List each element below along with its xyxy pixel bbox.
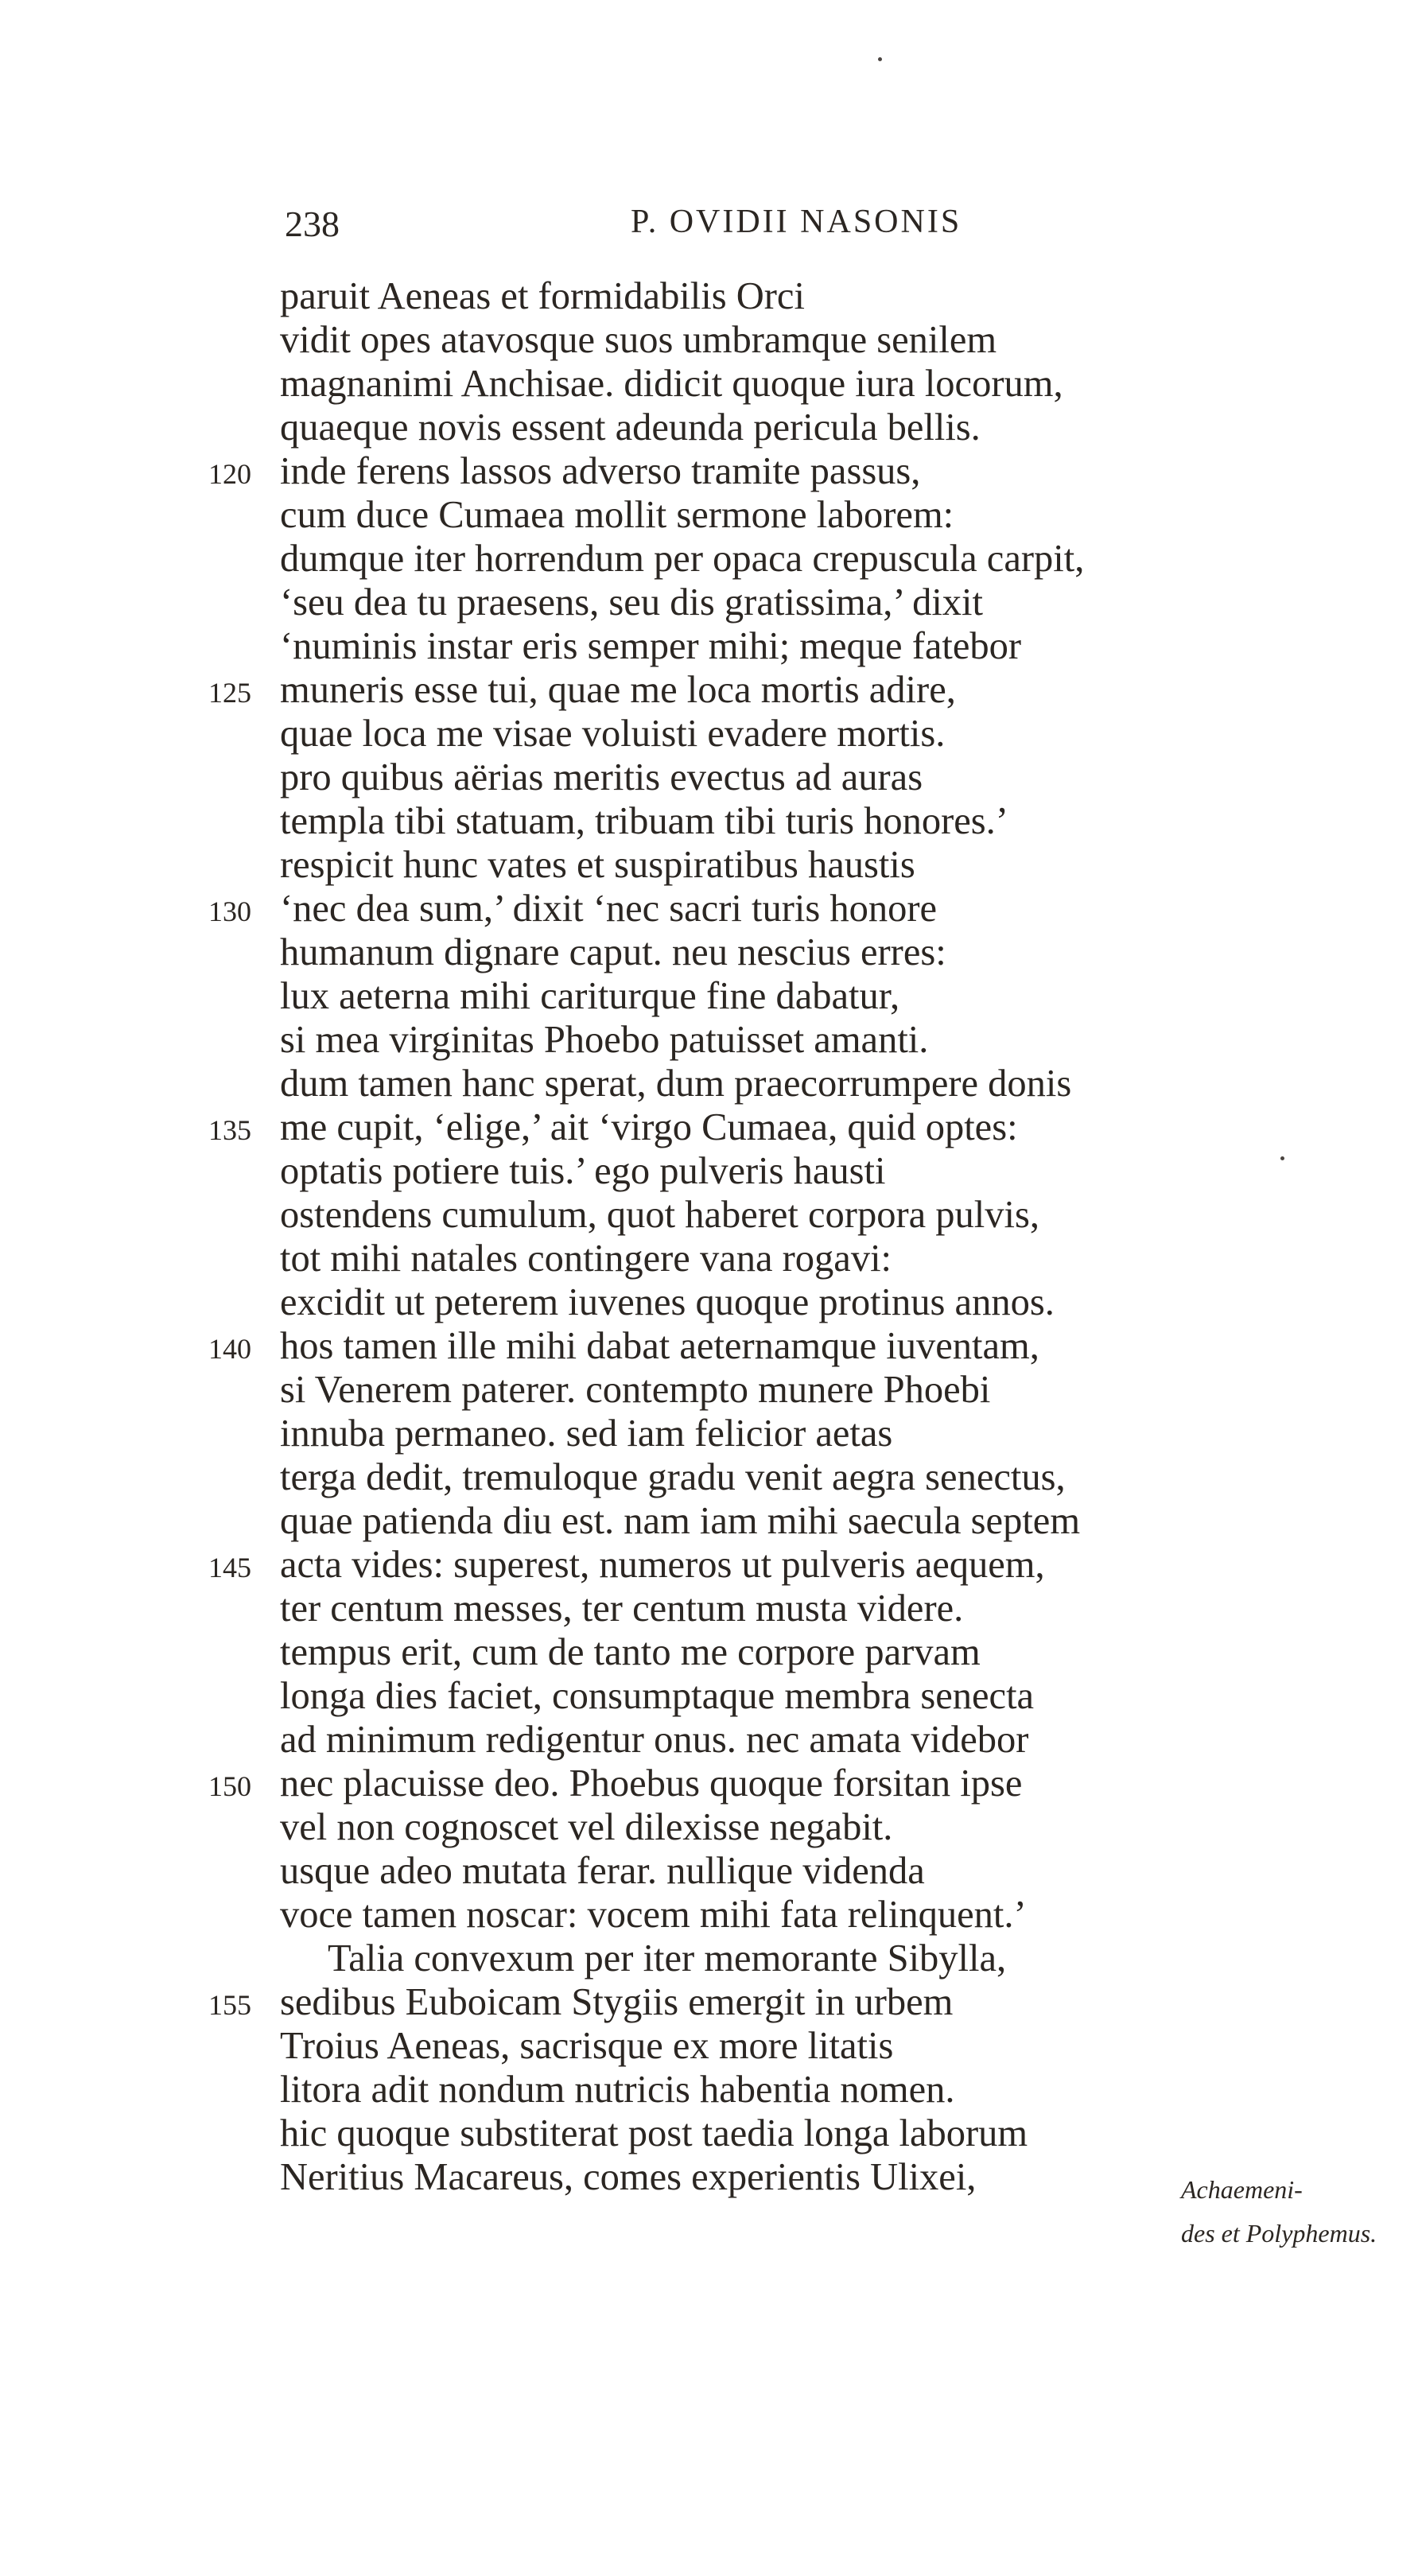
verse-text: dumque iter horrendum per opaca crepuscula carpit, [280,538,1085,580]
verse-text: quae patienda diu est. nam iam mihi saecula septem [280,1500,1081,1542]
print-speck [878,57,882,61]
verse-text: innuba permaneo. sed iam felicior aetas [280,1412,893,1455]
verse-text: lux aeterna mihi cariturque fine dabatur, [280,975,900,1017]
line-number: 140 [208,1333,251,1365]
verse-text: vel non cognoscet vel dilexisse negabit. [280,1806,893,1848]
line-number: 135 [208,1114,251,1146]
print-speck [1280,1156,1284,1160]
verse-text: sedibus Euboicam Stygiis emergit in urbem [280,1981,954,2023]
verse-text: cum duce Cumaea mollit sermone laborem: [280,494,954,536]
verse-text: si mea virginitas Phoebo patuisset amanti. [280,1019,929,1061]
verse-text: litora adit nondum nutricis habentia nomen. [280,2069,955,2111]
verse-line [0,493,1422,537]
verse-text: Neritius Macareus, comes experientis Ulixei, [280,2156,977,2198]
verse-line [0,1762,1422,1805]
verse-line [0,1062,1422,1105]
verse-line [0,1018,1422,1062]
verse-text: ter centum messes, ter centum musta videre. [280,1587,964,1630]
verse-text: respicit hunc vates et suspiratibus haustis [280,844,915,886]
verse-block [0,274,1422,2199]
line-number: 150 [208,1770,251,1802]
verse-text: ‘seu dea tu praesens, seu dis gratissima,’ dixit [280,581,984,624]
verse-text: vidit opes atavosque suos umbramque senilem [280,319,997,361]
marginal-note-line-2: des et Polyphemus. [1181,2219,1377,2248]
verse-line [0,974,1422,1018]
verse-text: quaeque novis essent adeunda pericula bellis. [280,406,981,449]
verse-line [0,1412,1422,1455]
verse-text: ostendens cumulum, quot haberet corpora pulvis, [280,1194,1039,1236]
verse-line [0,1455,1422,1499]
verse-line [0,1280,1422,1324]
verse-line [0,1193,1422,1237]
line-number: 130 [208,896,251,927]
verse-text: terga dedit, tremuloque gradu venit aegra senectus, [280,1456,1066,1498]
verse-line [0,1368,1422,1412]
verse-line [0,1937,1422,1980]
verse-text: pro quibus aërias meritis evectus ad auras [280,756,923,798]
verse-line [0,756,1422,799]
verse-line [0,887,1422,931]
verse-line [0,1324,1422,1368]
verse-line [0,1893,1422,1937]
verse-line [0,931,1422,974]
verse-text: tempus erit, cum de tanto me corpore parvam [280,1631,981,1673]
verse-line [0,2024,1422,2068]
page-header [285,203,1016,258]
verse-text: me cupit, ‘elige,’ ait ‘virgo Cumaea, quid optes: [280,1106,1018,1148]
verse-line [0,1980,1422,2024]
verse-text: ‘numinis instar eris semper mihi; meque fatebor [280,625,1022,667]
verse-line [0,1149,1422,1193]
verse-text: dum tamen hanc sperat, dum praecorrumpere donis [280,1063,1072,1105]
verse-text: Talia convexum per iter memorante Sibylla, [328,1937,1007,1980]
verse-line [0,1674,1422,1718]
verse-line [0,318,1422,362]
verse-line [0,2112,1422,2155]
verse-text: muneris esse tui, quae me loca mortis adire, [280,669,956,711]
verse-line [0,1499,1422,1543]
verse-text: usque adeo mutata ferar. nullique videnda [280,1850,925,1892]
verse-text: ad minimum redigentur onus. nec amata videbor [280,1719,1029,1761]
verse-text: hos tamen ille mihi dabat aeternamque iuventam, [280,1325,1039,1367]
verse-text: templa tibi statuam, tribuam tibi turis honores.’ [280,800,1008,842]
verse-text: magnanimi Anchisae. didicit quoque iura locorum, [280,363,1063,405]
verse-line [0,581,1422,624]
verse-line [0,537,1422,581]
verse-line [0,1237,1422,1280]
verse-line [0,1849,1422,1893]
verse-text: optatis potiere tuis.’ ego pulveris hausti [280,1150,886,1192]
verse-line [0,624,1422,668]
line-number: 145 [208,1552,251,1583]
running-title: P. OVIDII NASONIS [631,204,962,240]
verse-line [0,712,1422,756]
verse-line [0,1718,1422,1762]
page-number: 238 [285,204,340,244]
verse-line [0,362,1422,406]
verse-text: inde ferens lassos adverso tramite passus, [280,450,921,492]
verse-text: acta vides: superest, numeros ut pulveris aequem, [280,1544,1045,1586]
verse-text: ‘nec dea sum,’ dixit ‘nec sacri turis honore [280,888,937,930]
verse-text: longa dies faciet, consumptaque membra senecta [280,1675,1035,1717]
verse-line [0,799,1422,843]
verse-line [0,274,1422,318]
line-number: 155 [208,1989,251,2021]
verse-text: quae loca me visae voluisti evadere mortis. [280,713,946,755]
verse-text: si Venerem paterer. contempto munere Phoebi [280,1369,991,1411]
line-number: 125 [208,677,251,709]
verse-text: hic quoque substiterat post taedia longa laborum [280,2112,1028,2154]
verse-text: excidit ut peterem iuvenes quoque protinus annos. [280,1281,1055,1323]
verse-text: humanum dignare caput. neu nescius erres: [280,931,946,973]
marginal-note-line-1: Achaemeni- [1181,2175,1303,2204]
verse-line [0,449,1422,493]
verse-text: Troius Aeneas, sacrisque ex more litatis [280,2025,894,2067]
verse-line [0,1805,1422,1849]
verse-text: tot mihi natales contingere vana rogavi: [280,1237,892,1280]
verse-line [0,1630,1422,1674]
verse-line [0,406,1422,449]
verse-line [0,2068,1422,2112]
verse-line [0,668,1422,712]
verse-line [0,1543,1422,1587]
verse-text: nec placuisse deo. Phoebus quoque forsitan ipse [280,1762,1023,1805]
verse-line [0,1105,1422,1149]
verse-text: voce tamen noscar: vocem mihi fata relinquent.’ [280,1894,1027,1936]
verse-text: paruit Aeneas et formidabilis Orci [280,275,805,317]
verse-line [0,1587,1422,1630]
verse-line [0,843,1422,887]
line-number: 120 [208,458,251,490]
